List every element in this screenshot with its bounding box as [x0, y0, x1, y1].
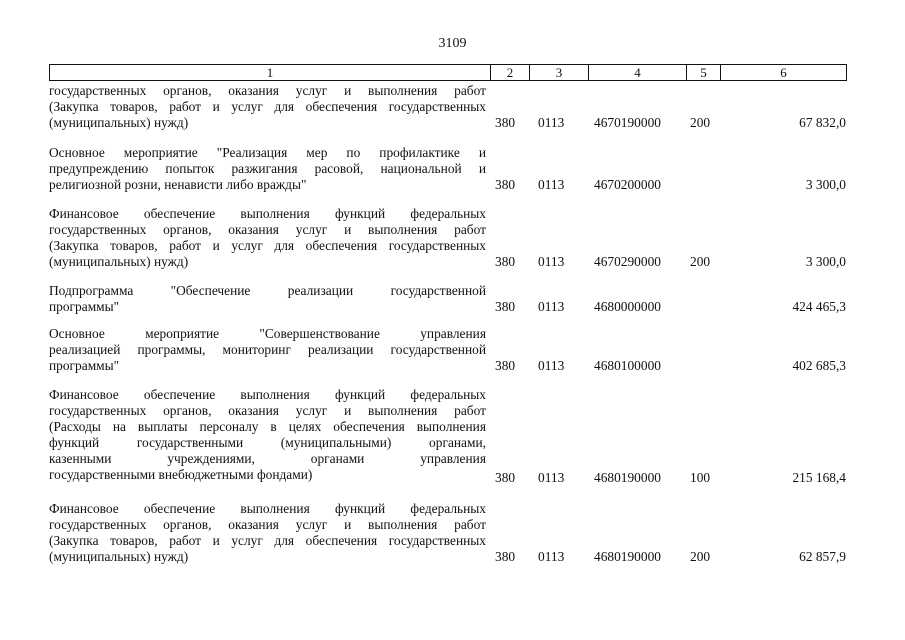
- cell-target-article: 4670200000: [594, 177, 661, 192]
- table-row: [49, 206, 847, 270]
- cell-ministry-code: 380: [495, 254, 516, 269]
- row-description: [49, 83, 486, 131]
- table-row: [49, 83, 847, 131]
- table-row: [49, 283, 847, 315]
- header-col-3: 3: [530, 65, 589, 80]
- description-line: (муниципальных) нужд): [49, 254, 189, 269]
- cell-expense-type: 100: [690, 470, 711, 485]
- description-line: Подпрограмма "Обеспечение реализации государственной: [49, 283, 486, 298]
- cell-section-code: 0113: [538, 177, 565, 192]
- cell-target-article: 4670190000: [594, 115, 661, 130]
- cell-section-code: 0113: [538, 254, 565, 269]
- cell-section-code: 0113: [538, 299, 565, 314]
- cell-section-code: 0113: [538, 358, 565, 373]
- cell-amount: 215 168,4: [792, 470, 846, 485]
- cell-section-code: 0113: [538, 470, 565, 485]
- cell-ministry-code: 380: [495, 358, 516, 373]
- description-line: государственных органов, оказания услуг и выполнения работ: [49, 222, 486, 237]
- description-line: функций государственными (муниципальными) органами,: [49, 435, 486, 450]
- description-line: Финансовое обеспечение выполнения функций федеральных: [49, 206, 486, 221]
- row-description: [49, 206, 486, 270]
- cell-ministry-code: 380: [495, 299, 516, 314]
- table-row: [49, 387, 847, 486]
- cell-section-code: 0113: [538, 549, 565, 564]
- cell-target-article: 4680100000: [594, 358, 661, 373]
- description-line: (Закупка товаров, работ и услуг для обеспечения государственных: [49, 533, 486, 548]
- cell-amount: 67 832,0: [799, 115, 846, 130]
- description-line: предупреждению попыток разжигания расовой, национальной и: [49, 161, 486, 176]
- row-description: [49, 326, 486, 374]
- description-line: Финансовое обеспечение выполнения функций федеральных: [49, 501, 486, 516]
- cell-ministry-code: 380: [495, 549, 516, 564]
- cell-expense-type: 200: [690, 549, 711, 564]
- description-line: программы": [49, 299, 120, 314]
- description-line: Основное мероприятие "Реализация мер по профилактике и: [49, 145, 486, 160]
- header-col-5: 5: [687, 65, 721, 80]
- cell-amount: 424 465,3: [792, 299, 846, 314]
- description-line: реализацией программы, мониторинг реализации государственной: [49, 342, 486, 357]
- cell-ministry-code: 380: [495, 177, 516, 192]
- table-header: [49, 64, 847, 81]
- row-description: [49, 145, 486, 193]
- description-line: (муниципальных) нужд): [49, 549, 189, 564]
- row-description: [49, 283, 486, 315]
- cell-target-article: 4680190000: [594, 470, 661, 485]
- cell-amount: 402 685,3: [792, 358, 846, 373]
- table-row: [49, 501, 847, 565]
- cell-amount: 3 300,0: [805, 177, 846, 192]
- description-line: Финансовое обеспечение выполнения функций федеральных: [49, 387, 486, 402]
- description-line: (Закупка товаров, работ и услуг для обеспечения государственных: [49, 99, 486, 114]
- header-col-1: 1: [50, 65, 491, 80]
- header-col-2: 2: [491, 65, 530, 80]
- cell-expense-type: 200: [690, 254, 711, 269]
- description-line: программы": [49, 358, 120, 373]
- description-line: (муниципальных) нужд): [49, 115, 189, 130]
- description-line: государственными внебюджетными фондами): [49, 467, 313, 482]
- table-row: [49, 326, 847, 374]
- cell-ministry-code: 380: [495, 115, 516, 130]
- cell-expense-type: 200: [690, 115, 711, 130]
- description-line: (Закупка товаров, работ и услуг для обеспечения государственных: [49, 238, 486, 253]
- row-description: [49, 387, 486, 483]
- header-col-6: 6: [780, 65, 787, 80]
- cell-ministry-code: 380: [495, 470, 516, 485]
- table-row: [49, 145, 847, 193]
- description-line: Основное мероприятие "Совершенствование управления: [49, 326, 486, 341]
- cell-target-article: 4670290000: [594, 254, 661, 269]
- description-line: казенными учреждениями, органами управления: [49, 451, 486, 466]
- page-number: 3109: [438, 36, 467, 51]
- header-col-4: 4: [589, 65, 687, 80]
- description-line: государственных органов, оказания услуг и выполнения работ: [49, 83, 486, 98]
- cell-target-article: 4680000000: [594, 299, 661, 314]
- description-line: государственных органов, оказания услуг и выполнения работ: [49, 517, 486, 532]
- cell-amount: 62 857,9: [799, 549, 846, 564]
- cell-amount: 3 300,0: [805, 254, 846, 269]
- description-line: (Расходы на выплаты персоналу в целях обеспечения выполнения: [49, 419, 486, 434]
- description-line: государственных органов, оказания услуг и выполнения работ: [49, 403, 486, 418]
- cell-section-code: 0113: [538, 115, 565, 130]
- cell-target-article: 4680190000: [594, 549, 661, 564]
- description-line: религиозной розни, ненависти либо вражды": [49, 177, 307, 192]
- row-description: [49, 501, 486, 565]
